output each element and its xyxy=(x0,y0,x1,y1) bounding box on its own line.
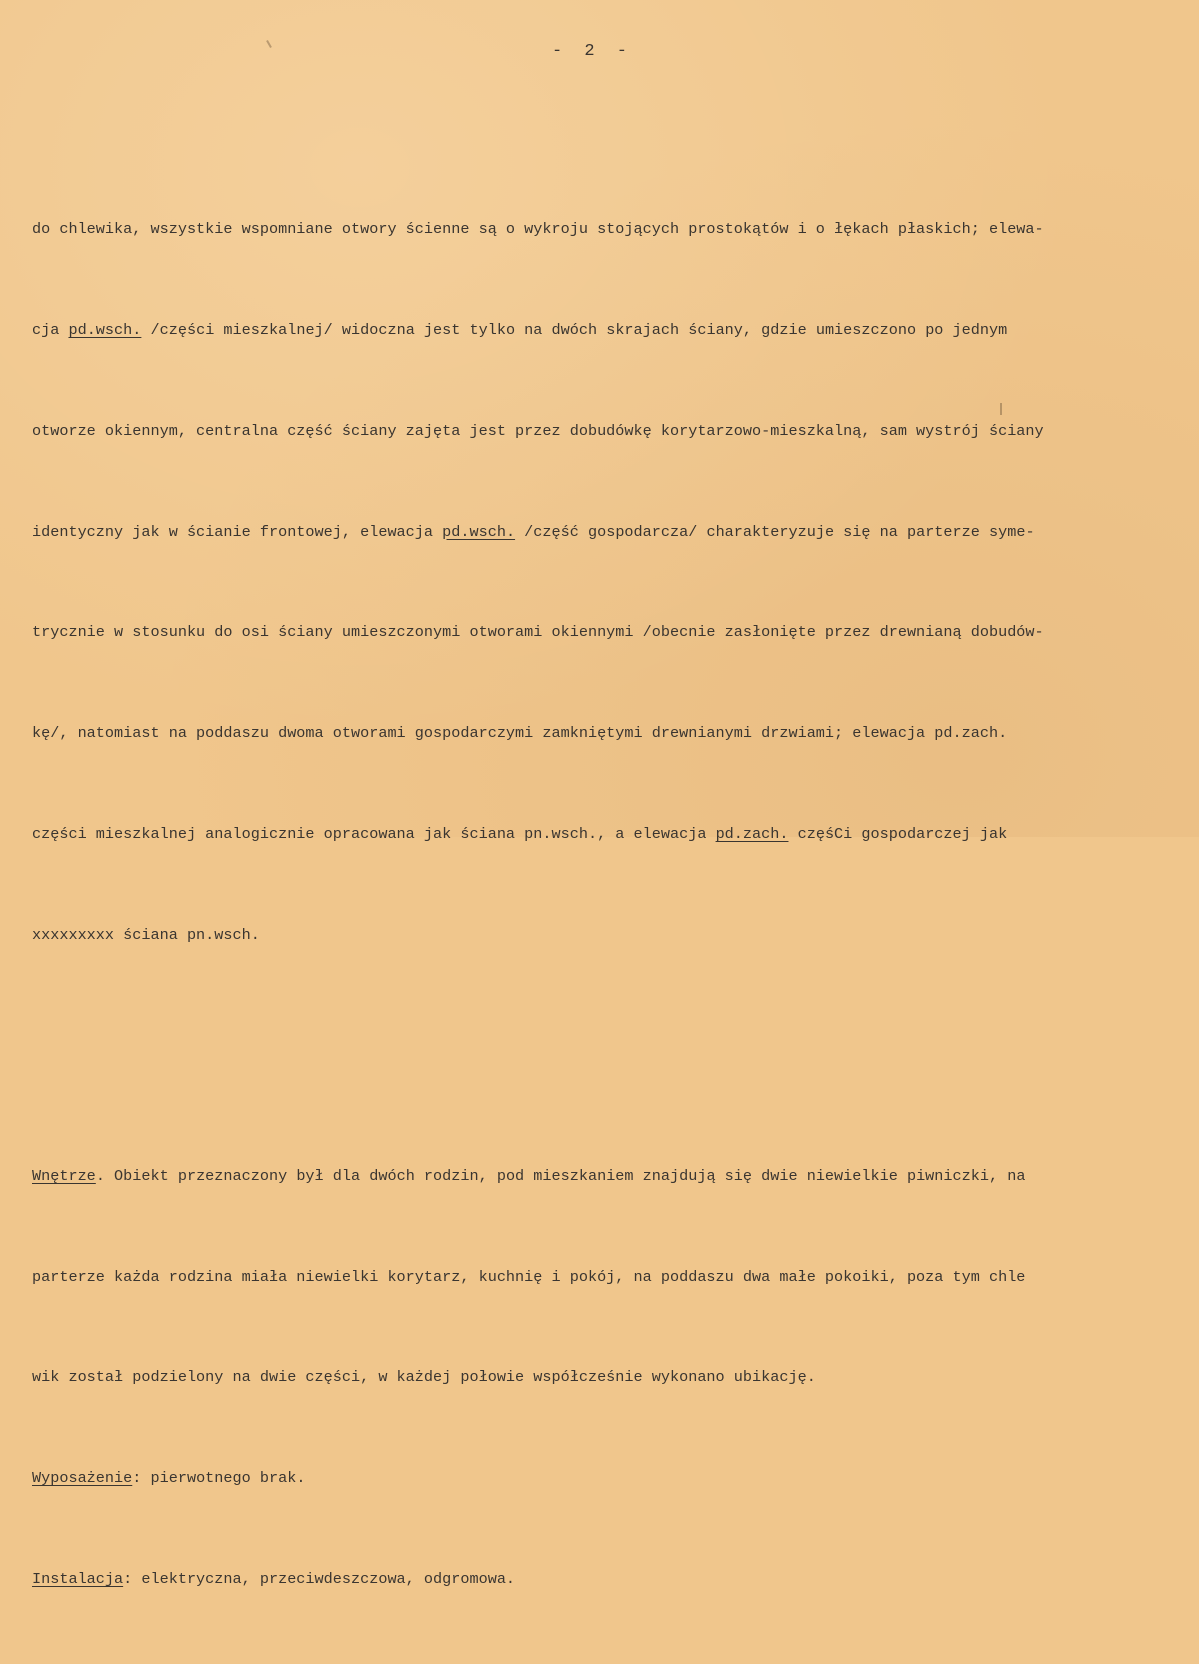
text-span: : elektryczna, przeciwdeszczowa, odgromowa. xyxy=(123,1569,516,1588)
text-line xyxy=(32,919,1172,953)
text-line: do chlewika, wszystkie wspomniane otwory ścienne są o wykroju stojących prostokątów i o łękach płaskich; elewa- xyxy=(32,220,1044,239)
text-span: identyczny jak w ścianie frontowej, elewacja xyxy=(32,522,443,541)
paragraph-gap xyxy=(32,1053,1172,1059)
text-span: . Obiekt przeznaczony był dla dwóch rodzin, pod mieszkaniem znajdują się dwie niewielkie piwniczki, na xyxy=(95,1166,1026,1185)
text-span: /części mieszkalnej/ widoczna jest tylko na dwóch skrajach ściany, gdzie umieszczono po jednym xyxy=(141,320,1008,339)
page-number: - 2 - xyxy=(552,42,634,61)
underlined-term: pd.wsch. xyxy=(68,320,142,339)
text-line xyxy=(32,818,1172,852)
text-span: częśCi gospodarczej jak xyxy=(788,824,1008,843)
section-heading-installation: Instalacja xyxy=(32,1569,124,1588)
text-line xyxy=(32,516,1172,550)
struck-out-text: xxxxxxxxx xyxy=(32,925,115,944)
section-heading-interior: Wnętrze xyxy=(32,1166,96,1185)
text-line: kę/, natomiast na poddaszu dwoma otworami gospodarczymi zamkniętymi drewnianymi drzwiami; elewacja pd.zach. xyxy=(32,724,1008,743)
text-span: ściana pn.wsch. xyxy=(114,925,260,944)
text-span: części mieszkalnej analogicznie opracowana jak ściana pn.wsch., a elewacja xyxy=(32,824,716,843)
underlined-term: pd.zach. xyxy=(715,824,789,843)
text-line: wik został podzielony na dwie części, w każdej połowie współcześnie wykonano ubikację. xyxy=(32,1368,816,1387)
text-span: cja xyxy=(32,320,69,339)
text-line xyxy=(32,1563,1172,1597)
text-line: parterze każda rodzina miała niewielki korytarz, kuchnię i pokój, na poddaszu dwa małe pokoiki, poza tym chle xyxy=(32,1267,1026,1286)
text-line: otworze okiennym, centralna część ściany zajęta jest przez dobudówkę korytarzowo-mieszkalną, sam wystrój ściany xyxy=(32,421,1044,440)
text-line xyxy=(32,1160,1172,1194)
text-span: /część gospodarcza/ charakteryzuje się na parterze syme- xyxy=(515,522,1035,541)
text-line: trycznie w stosunku do osi ściany umieszczonymi otworami okiennymi /obecnie zasłonięte przez drewnianą dobudów- xyxy=(32,623,1044,642)
section-heading-equipment: Wyposażenie xyxy=(32,1469,133,1488)
paper-mark xyxy=(266,40,272,48)
underlined-term: pd.wsch. xyxy=(442,522,516,541)
text-line xyxy=(32,1462,1172,1496)
text-span: : pierwotnego brak. xyxy=(132,1469,306,1488)
text-line xyxy=(32,314,1172,348)
document-body xyxy=(32,146,1172,1664)
